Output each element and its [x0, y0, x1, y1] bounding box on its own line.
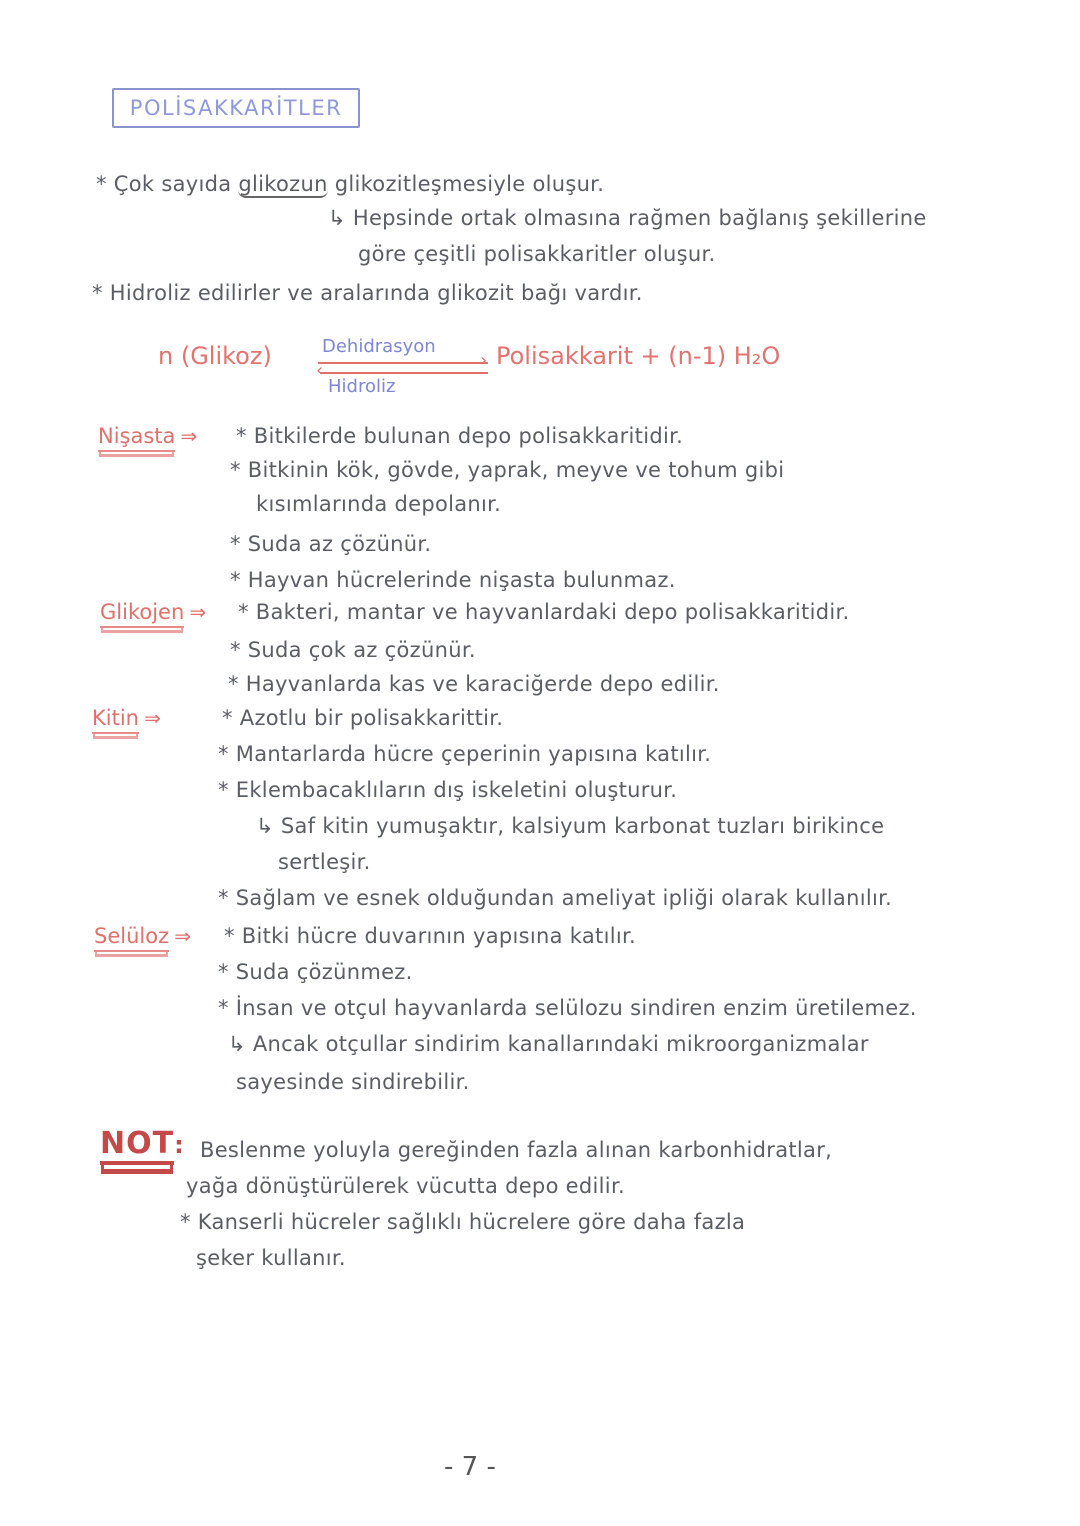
- intro-line-2: ↳ Hepsinde ortak olmasına rağmen bağlanış şekillerine: [328, 206, 927, 230]
- kitin-line-3: * Eklembacaklıların dış iskeletini oluşturur.: [218, 778, 678, 802]
- seluloz-label: Selüloz: [94, 924, 169, 952]
- kitin-label: Kitin: [92, 706, 139, 734]
- glikojen-line-3: * Hayvanlarda kas ve karaciğerde depo edilir.: [228, 672, 720, 696]
- equation-forward-label: Dehidrasyon: [322, 336, 436, 357]
- nisasta-line-1: * Bitkilerde bulunan depo polisakkaritidir.: [236, 424, 684, 448]
- intro-line-4: * Hidroliz edilirler ve aralarında glikozit bağı vardır.: [92, 281, 643, 305]
- note-line-1: Beslenme yoluyla gereğinden fazla alınan karbonhidratlar,: [200, 1138, 833, 1162]
- seluloz-line-3: * İnsan ve otçul hayvanlarda selülozu sindiren enzim üretilemez.: [218, 996, 917, 1020]
- note-line-2: yağa dönüştürülerek vücutta depo edilir.: [186, 1174, 625, 1198]
- equation-left: n (Glikoz): [158, 342, 272, 370]
- section-label-seluloz: [94, 924, 191, 948]
- section-label-kitin: [92, 706, 161, 730]
- page-title: POLİSAKKARİTLER: [112, 88, 360, 128]
- note-label: NOT: [100, 1126, 174, 1165]
- seluloz-line-2: * Suda çözünmez.: [218, 960, 413, 984]
- section-label-glikojen: [100, 600, 206, 624]
- nisasta-line-4: * Suda az çözünür.: [230, 532, 432, 556]
- implies-arrow-icon: ⇒: [180, 424, 198, 448]
- intro-line-1-prefix: * Çok sayıda: [96, 172, 232, 196]
- glikojen-line-2: * Suda çok az çözünür.: [230, 638, 476, 662]
- page-number: - 7 -: [444, 1452, 496, 1482]
- kitin-line-1: * Azotlu bir polisakkarittir.: [222, 706, 504, 730]
- glikozun-underlined: glikozun: [238, 172, 328, 196]
- implies-arrow-icon: ⇒: [189, 600, 207, 624]
- glikojen-label: Glikojen: [100, 600, 184, 628]
- seluloz-line-1: * Bitki hücre duvarının yapısına katılır.: [224, 924, 636, 948]
- implies-arrow-icon: ⇒: [144, 706, 161, 730]
- reverse-arrow-head-icon: ‹: [316, 360, 324, 381]
- nisasta-line-5: * Hayvan hücrelerinde nişasta bulunmaz.: [230, 568, 676, 592]
- seluloz-line-5: sayesinde sindirebilir.: [236, 1070, 470, 1094]
- intro-line-1-suffix: glikozitleşmesiyle oluşur.: [334, 172, 605, 196]
- kitin-line-2: * Mantarlarda hücre çeperinin yapısına katılır.: [218, 742, 712, 766]
- nisasta-line-2: * Bitkinin kök, gövde, yaprak, meyve ve tohum gibi: [230, 458, 785, 482]
- forward-arrow-head-icon: ›: [480, 350, 488, 371]
- equation-right: Polisakkarit + (n-1) H₂O: [496, 342, 781, 370]
- kitin-line-6: * Sağlam ve esnek olduğundan ameliyat ipliği olarak kullanılır.: [218, 886, 893, 910]
- intro-line-3: göre çeşitli polisakkaritler oluşur.: [358, 242, 716, 266]
- forward-arrow-icon: [318, 362, 488, 364]
- kitin-line-5: sertleşir.: [278, 850, 371, 874]
- note-separator: :: [174, 1131, 184, 1159]
- note-label-group: [100, 1126, 184, 1161]
- note-line-3: * Kanserli hücreler sağlıklı hücrelere göre daha fazla: [180, 1210, 746, 1234]
- section-label-nisasta: [98, 424, 197, 448]
- intro-line-1: [96, 172, 604, 196]
- equation-reverse-label: Hidroliz: [328, 376, 396, 397]
- seluloz-line-4: ↳ Ancak otçullar sindirim kanallarındaki mikroorganizmalar: [228, 1032, 869, 1056]
- reverse-arrow-icon: [320, 372, 488, 374]
- nisasta-label: Nişasta: [98, 424, 175, 452]
- kitin-line-4: ↳ Saf kitin yumuşaktır, kalsiyum karbonat tuzları birikince: [256, 814, 885, 838]
- nisasta-line-3: kısımlarında depolanır.: [256, 492, 502, 516]
- implies-arrow-icon: ⇒: [174, 924, 191, 948]
- glikojen-line-1: * Bakteri, mantar ve hayvanlardaki depo polisakkaritidir.: [238, 600, 850, 624]
- note-line-4: şeker kullanır.: [196, 1246, 346, 1270]
